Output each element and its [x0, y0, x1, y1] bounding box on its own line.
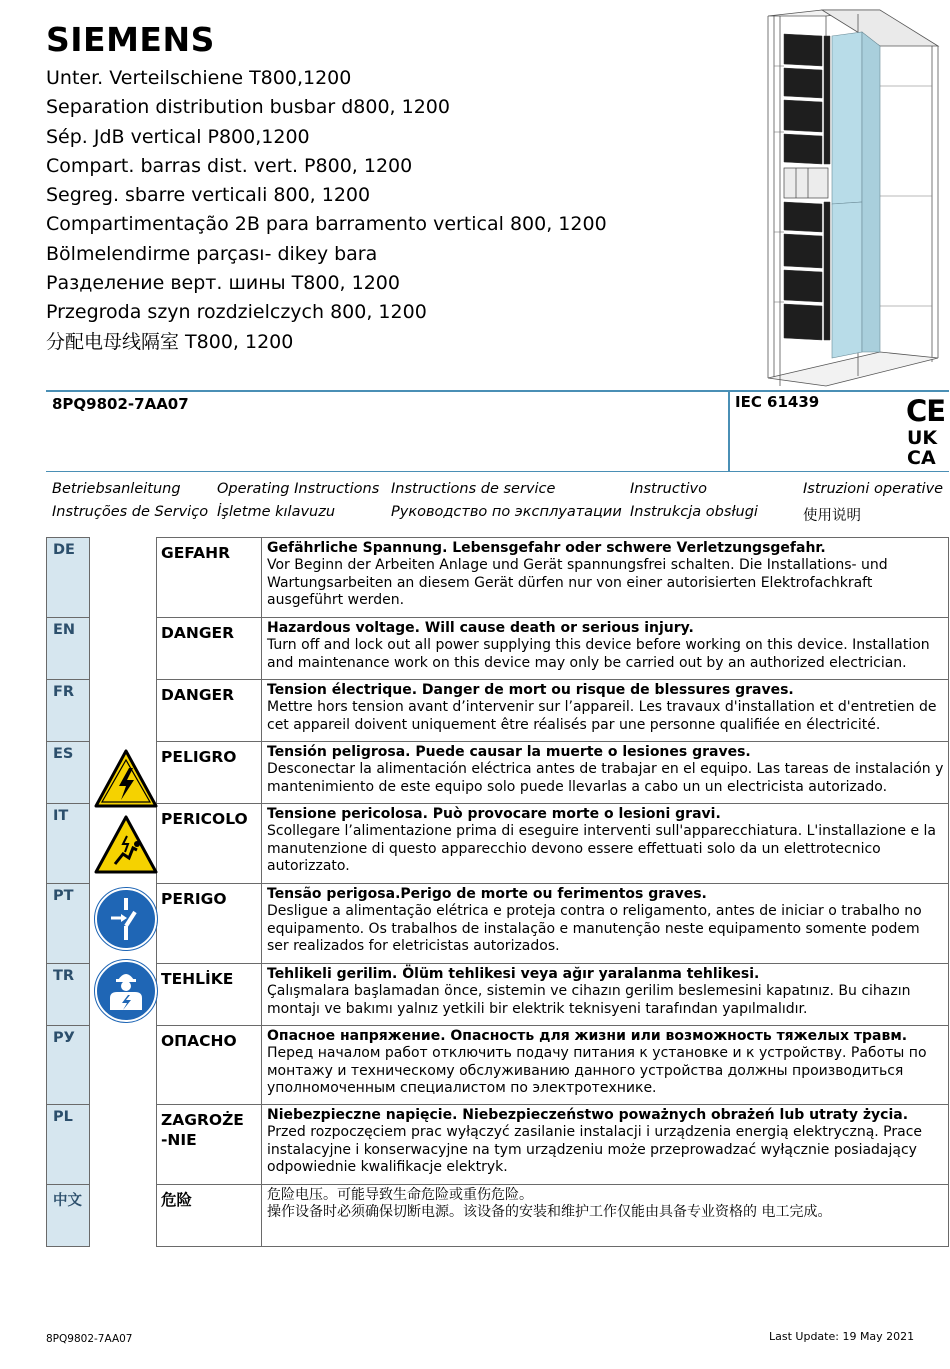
title-pl: Przegroda szyn rozdzielczych 800, 1200 — [46, 301, 427, 324]
warning-text — [262, 680, 949, 742]
title-fr: Sép. JdB vertical P800,1200 — [46, 125, 310, 148]
warning-text — [262, 964, 949, 1026]
warning-body: Przed rozpoczęciem prac wyłączyć zasilanie instalacji i urządzenia energią elektryczną. Prace instalacyjne i konserwacyjne na tym urządzeniu może przeprowadzać wyłącznie posiadający odpowiednie kwalifikacje elektryk. — [267, 1124, 923, 1176]
lang-code: EN — [47, 618, 90, 680]
warning-row — [47, 1026, 949, 1105]
title-de: Unter. Verteilschiene T800,1200 — [46, 67, 352, 89]
lang-code: DE — [47, 538, 90, 618]
warning-headline: Tensión peligrosa. Puede causar la muerte o lesiones graves. — [267, 744, 751, 760]
instr-de: Betriebsanleitung — [52, 481, 181, 497]
warning-headline: Hazardous voltage. Will cause death or serious injury. — [267, 620, 694, 636]
instr-zh: 使用说明 — [803, 508, 861, 524]
warning-row — [47, 680, 949, 742]
cabinet-illustration — [762, 6, 947, 392]
footer-article-number: 8PQ9802-7AA07 — [46, 1333, 133, 1345]
product-titles — [46, 64, 607, 357]
lang-code: TR — [47, 964, 90, 1026]
warning-headline: Gefährliche Spannung. Lebensgefahr oder schwere Verletzungsgefahr. — [267, 540, 826, 556]
warning-body: Vor Beginn der Arbeiten Anlage und Gerät spannungsfrei schalten. Die Installations- und Wartungsarbeiten an diesem Gerät dürfen nur von einer autorisierten Elektrofachkraft ausgeführt werden. — [267, 557, 888, 609]
footer-last-update: Last Update: 19 May 2021 — [769, 1330, 915, 1343]
warning-body: Scollegare l’alimentazione prima di eseguire interventi sull'apparecchiatura. L'installazione e la manutenzione di questo apparecchio devono essere effettuati solo da un elettrotecnico autorizzato. — [267, 823, 937, 875]
warning-headline: Tension électrique. Danger de mort ou risque de blessures graves. — [267, 682, 794, 698]
title-zh: 分配电母线隔室 T800, 1200 — [46, 330, 294, 353]
article-number: 8PQ9802-7AA07 — [52, 395, 189, 413]
warning-row — [47, 884, 949, 964]
warning-row — [47, 618, 949, 680]
lang-code: FR — [47, 680, 90, 742]
safety-warning-table — [46, 537, 949, 1247]
electrical-hazard-icon — [93, 748, 159, 810]
siemens-logo: SIEMENS — [46, 20, 215, 59]
warning-row — [47, 1185, 949, 1247]
signal-word: TEHLİKE — [157, 964, 262, 1026]
warning-headline: Tensione pericolosa. Può provocare morte o lesioni gravi. — [267, 806, 721, 822]
lang-code: РУ — [47, 1026, 90, 1105]
warning-headline: Tehlikeli gerilim. Ölüm tehlikesi veya ağır yaralanma tehlikesi. — [267, 966, 760, 982]
ukca-mark — [907, 428, 937, 468]
signal-word: DANGER — [157, 618, 262, 680]
warning-text — [262, 1026, 949, 1105]
warning-row — [47, 538, 949, 618]
disconnect-before-work-icon — [93, 886, 159, 952]
lang-code: PT — [47, 884, 90, 964]
signal-word — [157, 1105, 262, 1185]
signal-word: PERICOLO — [157, 804, 262, 884]
standard-label: IEC 61439 — [735, 393, 820, 411]
warning-row — [47, 804, 949, 884]
lang-code: ES — [47, 742, 90, 804]
ukca-mark-bottom: CA — [907, 447, 936, 469]
warning-body: 操作设备时必须确保切断电源。该设备的安装和维护工作仅能由具备专业资格的 电工完成。 — [267, 1204, 832, 1221]
header-rule-divider — [728, 390, 730, 472]
ukca-mark-top: UK — [907, 427, 938, 449]
qualified-electrician-icon — [93, 958, 159, 1024]
warning-text — [262, 742, 949, 804]
title-tr: Bölmelendirme parçası- dikey bara — [46, 242, 378, 265]
lang-code: 中文 — [47, 1185, 90, 1247]
signal-word: ОПАСНО — [157, 1026, 262, 1105]
warning-body: Перед началом работ отключить подачу питания к установке и к устройству. Работы по монтажу и техническому обслуживанию данного устройства должны производиться уполномоченным специалистом по электротехнике. — [267, 1045, 927, 1097]
lang-code: IT — [47, 804, 90, 884]
warning-text — [262, 618, 949, 680]
instr-ru: Руководство по эксплуатации — [391, 504, 622, 520]
warning-text — [262, 884, 949, 964]
header-rule-bottom — [46, 471, 949, 472]
warning-text — [262, 1105, 949, 1185]
warning-body: Çalışmalara başlamadan önce, sistemin ve cihazın gerilim beslemesini kapatınız. Bu cihazın montajı ve bakımı yalnız yetkili bir elektrik teknisyeni tarafından yapılmalıdır. — [267, 983, 911, 1017]
warning-row — [47, 964, 949, 1026]
title-ru: Разделение верт. шины T800, 1200 — [46, 272, 400, 295]
warning-body: Turn off and lock out all power supplying this device before working on this device. Installation and maintenance work on this device may only be carried out by an authorized electrician. — [267, 637, 930, 671]
instr-pt: Instruções de Serviço — [52, 504, 209, 520]
signal-word: 危险 — [157, 1185, 262, 1247]
signal-word: PERIGO — [157, 884, 262, 964]
warning-row — [47, 742, 949, 804]
title-it: Segreg. sbarre verticali 800, 1200 — [46, 184, 371, 207]
instr-tr: İşletme kılavuzu — [217, 504, 336, 520]
title-en: Separation distribution busbar d800, 1200 — [46, 96, 450, 119]
signal-word-text: ZAGROŻE-NIE — [161, 1111, 244, 1149]
warning-text — [262, 1185, 949, 1247]
title-pt: Compartimentação 2B para barramento vertical 800, 1200 — [46, 213, 607, 236]
signal-word: PELIGRO — [157, 742, 262, 804]
signal-word: GEFAHR — [157, 538, 262, 618]
warning-text — [262, 804, 949, 884]
warning-body: Mettre hors tension avant d’intervenir sur l’appareil. Les travaux d'installation et d'entretien de cet appareil doivent uniquement être réalisés par une personne qualifiée en électricité. — [267, 699, 937, 733]
title-es: Compart. barras dist. vert. P800, 1200 — [46, 154, 413, 177]
ce-mark: CE — [906, 394, 946, 428]
electric-shock-hazard-icon — [93, 814, 159, 876]
header-rule-top — [46, 390, 949, 392]
safety-signs — [93, 748, 159, 1024]
warning-headline: Опасное напряжение. Опасность для жизни или возможность тяжелых травм. — [267, 1028, 908, 1044]
instr-fr: Instructions de service — [391, 481, 556, 497]
instr-es: Instructivo — [630, 481, 707, 497]
instr-it: Istruzioni operative — [803, 481, 944, 497]
signal-word: DANGER — [157, 680, 262, 742]
warning-headline: Niebezpieczne napięcie. Niebezpieczeństwo poważnych obrażeń lub utraty życia. — [267, 1107, 909, 1123]
warning-headline: Tensão perigosa.Perigo de morte ou ferimentos graves. — [267, 886, 707, 902]
instr-pl: Instrukcja obsługi — [630, 504, 758, 520]
instr-en: Operating Instructions — [217, 481, 380, 497]
lang-code: PL — [47, 1105, 90, 1185]
warning-text — [262, 538, 949, 618]
warning-row — [47, 1105, 949, 1185]
warning-body: Desligue a alimentação elétrica e proteja contra o religamento, antes de iniciar o trabalho no equipamento. Os trabalhos de instalação e manutenção neste equipamento somente podem ser realizados for eletricistas autorizados. — [267, 903, 922, 955]
warning-headline: 危险电压。可能导致生命危险或重伤危险。 — [267, 1187, 533, 1203]
warning-body: Desconectar la alimentación eléctrica antes de trabajar en el equipo. Las tareas de instalación y mantenimiento de este equipo solo puede llevarlas a cabo un un electricista autorizado. — [267, 761, 944, 795]
